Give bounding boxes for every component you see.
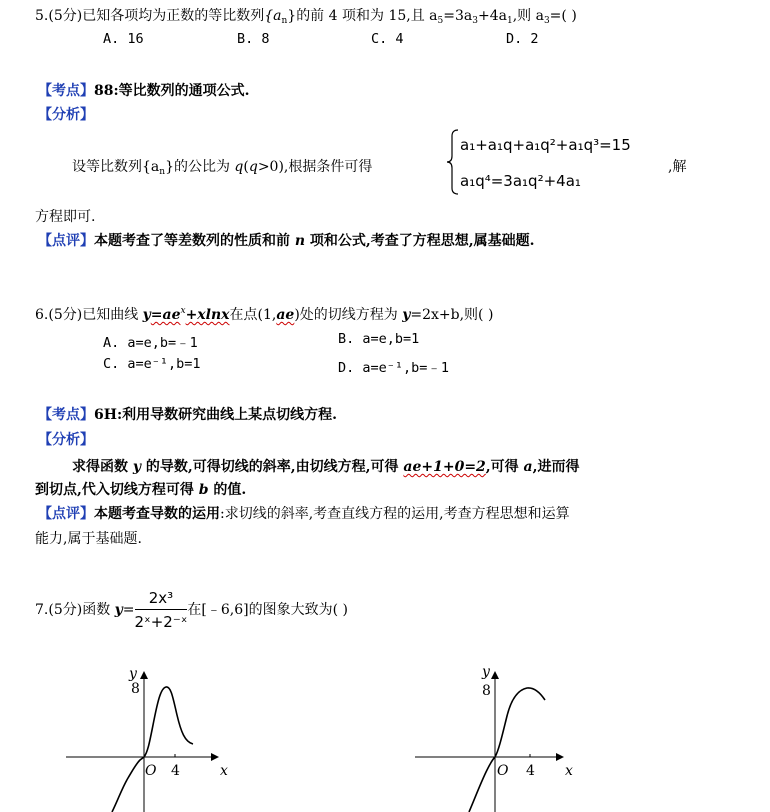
graph-b[interactable] xyxy=(405,660,585,812)
q5-option-b[interactable]: B. 8 xyxy=(237,31,270,47)
q6-option-d[interactable]: D. a=e⁻¹,b=﹣1 xyxy=(338,360,450,376)
graph-a-curve xyxy=(112,687,193,812)
q5-dianping: 【点评】本题考查了等差数列的性质和前 n 项和公式,考查了方程思想,属基础题. xyxy=(38,233,535,249)
q6-kaodian: 【考点】6H:利用导数研究曲线上某点切线方程. xyxy=(38,407,338,423)
graph-b-curve xyxy=(469,688,545,812)
graph-a-x-tick: 4 xyxy=(171,763,180,779)
q5-fenxi-tag: 【分析】 xyxy=(38,107,94,123)
q6-option-c[interactable]: C. a=e⁻¹,b=1 xyxy=(103,356,201,372)
q6-analysis-line1: 求得函数 y 的导数,可得切线的斜率,由切线方程,可得 ae+1+0=2,可得 a,进而得 xyxy=(72,459,580,475)
q5-option-c[interactable]: C. 4 xyxy=(371,31,404,47)
q5-option-a[interactable]: A. 16 xyxy=(103,31,144,47)
q6-fenxi-tag: 【分析】 xyxy=(38,432,94,448)
q6-analysis-line2: 到切点,代入切线方程可得 b 的值. xyxy=(35,482,247,498)
graph-b-y-tick: 8 xyxy=(482,683,491,699)
q7-fraction: $\frac{\text{2x³}}{\text{2ˣ+2⁻ˣ}}$ xyxy=(134,589,188,631)
q5-analysis: 设等比数列$\{a_n\}$的公比为 q(q>0),根据条件可得 xyxy=(72,159,373,177)
graph-b-y-label: y xyxy=(482,664,490,680)
q7-stem: 7.(5分)函数 y= $\frac{\text{2x³}}{\text{2ˣ+2⁻ˣ}}$ 在[﹣6,6]的图象大致为( ) xyxy=(35,589,348,631)
q6-dianping-line2: 能力,属于基础题. xyxy=(35,531,142,547)
graph-a[interactable] xyxy=(60,660,240,812)
q5-analysis-line2: 方程即可. xyxy=(35,209,96,225)
graph-b-origin: O xyxy=(497,763,509,779)
q6-stem: 6.(5分)已知曲线 $y=ae^x+xlnx$在点(1,ae)处的切线方程为 y=2x+b,则( ) xyxy=(35,306,494,323)
q5-option-d[interactable]: D. 2 xyxy=(506,31,539,47)
q6-option-a[interactable]: A. a=e,b=﹣1 xyxy=(103,335,198,351)
q5-system-brace xyxy=(446,128,460,196)
q6-dianping: 【点评】本题考查导数的运用:求切线的斜率,考查直线方程的运用,考查方程思想和运算 xyxy=(38,506,570,522)
graph-a-origin: O xyxy=(145,763,157,779)
graph-b-x-label: x xyxy=(565,763,573,779)
q5-system-line2: a₁q⁴=3a₁q²+4a₁ xyxy=(460,172,581,190)
graph-b-x-tick: 4 xyxy=(526,763,535,779)
graph-a-x-label: x xyxy=(220,763,228,779)
q5-kaodian: 【考点】88:等比数列的通项公式. xyxy=(38,83,250,99)
graph-a-y-label: y xyxy=(129,666,137,682)
graph-a-y-tick: 8 xyxy=(131,681,140,697)
q5-analysis-tail: ,解 xyxy=(668,159,687,175)
q6-option-b[interactable]: B. a=e,b=1 xyxy=(338,331,420,347)
q5-stem: 5.(5分)已知各项均为正数的等比数列$\{a_n\}$的前 4 项和为 15,且 $a_5=3a_3+4a_1$,则 $a_3=$( ) xyxy=(35,8,577,26)
q5-system-line1: a₁+a₁q+a₁q²+a₁q³=15 xyxy=(460,136,631,154)
